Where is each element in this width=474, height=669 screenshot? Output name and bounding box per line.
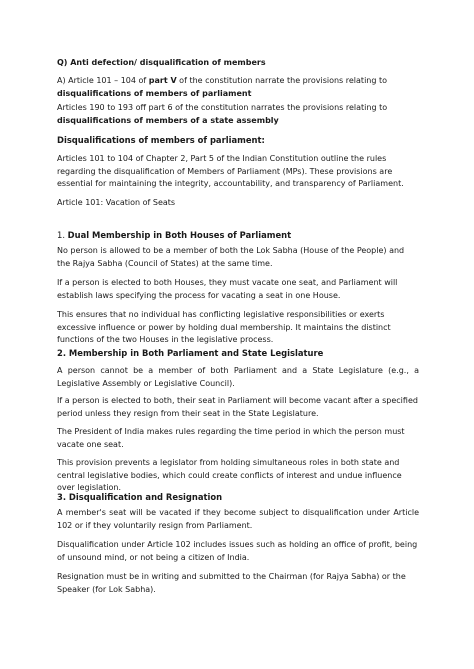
section-1-title: Dual Membership in Both Houses of Parliament: [67, 230, 292, 240]
question-title: Q) Anti defection/ disqualification of members: [57, 58, 266, 67]
para-b-pre: Articles 190 to 193 off part 6 of the constitution narrates the provisions relating to: [57, 103, 388, 112]
section-3-para-3: Resignation must be in writing and submitted to the Chairman (for Rajya Sabha) or the Speaker (for Lok Sabha).: [57, 572, 406, 594]
section-1-number: 1.: [57, 230, 68, 240]
section-1-para-3: This ensures that no individual has conflicting legislative responsibilities or exerts excessive influence or power by holding dual membership. It maintains the distinct functions of the two Houses in the legislative process.: [57, 310, 391, 344]
section-1-para-2: If a person is elected to both Houses, they must vacate one seat, and Parliament will establish laws specifying the process for vacating a seat in one House.: [57, 278, 398, 300]
section-2-para-4: This provision prevents a legislator from holding simultaneous roles in both state and central legislative bodies, which could create conflicts of interest and undue influence over legislation.: [57, 458, 402, 492]
article-101-title: Article 101: Vacation of Seats: [57, 198, 176, 207]
para-a-bold-tail: disqualifications of members of parliament: [57, 88, 252, 98]
section-1-para-1: No person is allowed to be a member of both the Lok Sabha (House of the People) and the Rajya Sabha (Council of States) at the same time.: [57, 246, 405, 268]
part-v-label: part V: [148, 76, 177, 85]
para-a-pre: A) Article 101 – 104 of: [57, 76, 149, 85]
section-2-heading: 2. Membership in Both Parliament and State Legislature: [57, 348, 324, 358]
section-2-para-2: If a person is elected to both, their seat in Parliament will become vacant after a specified period unless they resign from their seat in the State Legislature.: [57, 396, 418, 418]
section-3-para-1: A member's seat will be vacated if they become subject to disqualification under Article 102 or if they voluntarily resign from Parliament.: [57, 508, 419, 530]
para-article-190-193: [57, 102, 419, 127]
para-a-mid: of the constitution narrate the provisions relating to: [176, 76, 388, 85]
section-2-para-1: A person cannot be a member of both Parliament and a State Legislature (e.g., a Legislative Assembly or Legislative Council).: [57, 366, 419, 388]
section-3-para-2: Disqualification under Article 102 includes issues such as holding an office of profit, being of unsound mind, or not being a citizen of India.: [57, 540, 418, 562]
section-2-para-3: The President of India makes rules regarding the time period in which the person must vacate one seat.: [57, 427, 405, 449]
para-intro: Articles 101 to 104 of Chapter 2, Part 5 of the Indian Constitution outline the rules regarding the disqualification of Members of Parliament (MPs). These provisions are essential for maintaining the integrity, accountability, and transparency of Parliament.: [57, 154, 404, 188]
heading-disqualifications: Disqualifications of members of parliament:: [57, 135, 265, 145]
section-1-heading: [57, 229, 419, 242]
section-3-heading: 3. Disqualification and Resignation: [57, 492, 223, 502]
para-b-bold-tail: disqualifications of members of a state assembly: [57, 115, 279, 125]
para-article-101-104: [57, 75, 419, 100]
